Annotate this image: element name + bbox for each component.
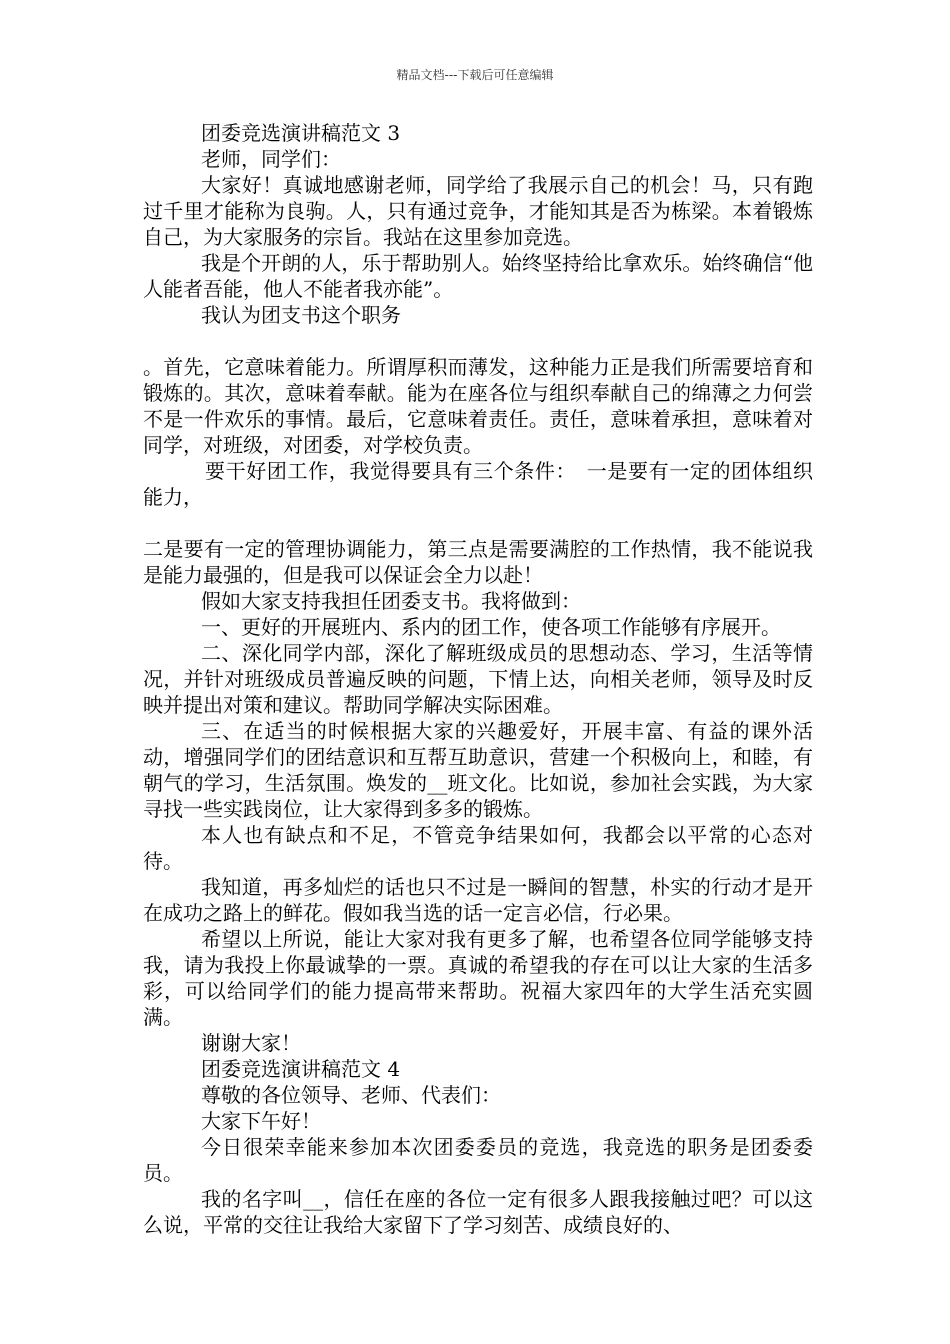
list-item: 一、更好的开展班内、系内的团工作，使各项工作能够有序展开。 [201, 615, 781, 639]
list-item: 二、深化同学内部，深化了解班级成员的思想动态、学习，生活等情况，并针对班级成员普遍反映的问题，下情上达，向相关老师，领导及时反映并提出对策和建议。帮助同学解决实际困难。 [143, 641, 813, 717]
salutation: 老师，同学们： [201, 147, 341, 171]
paragraph: 今日很荣幸能来参加本次团委委员的竞选，我竞选的职务是团委委员。 [143, 1135, 813, 1185]
paragraph: 假如大家支持我担任团委支书。我将做到： [201, 589, 581, 613]
document-body [143, 120, 813, 1238]
paragraph: 要干好团工作，我觉得要具有三个条件： 一是要有一定的团体组织能力， [143, 459, 813, 509]
section-title: 团委竞选演讲稿范文 4 [201, 1057, 401, 1081]
paragraph: 我的名字叫__，信任在座的各位一定有很多人跟我接触过吧？可以这么说，平常的交往让我给大家留下了学习刻苦、成绩良好的、 [143, 1187, 813, 1237]
paragraph: 希望以上所说，能让大家对我有更多了解，也希望各位同学能够支持我，请为我投上你最诚挚的一票。真诚的希望我的存在可以让大家的生活多彩，可以给同学们的能力提高带来帮助。祝福大家四年的大学生活充实圆满。 [143, 927, 813, 1029]
paragraph: 我知道，再多灿烂的话也只不过是一瞬间的智慧，朴实的行动才是开在成功之路上的鲜花。假如我当选的话一定言必信，行必果。 [143, 875, 813, 925]
greeting: 大家下午好！ [201, 1109, 321, 1133]
paragraph: 我是个开朗的人，乐于帮助别人。始终坚持给比拿欢乐。始终确信“他人能者吾能，他人不能者我亦能”。 [143, 251, 813, 301]
list-item: 三、在适当的时候根据大家的兴趣爱好，开展丰富、有益的课外活动，增强同学们的团结意识和互帮互助意识，营建一个积极向上，和睦，有朝气的学习，生活氛围。焕发的__班文化。比如说，参加社会实践，为大家寻找一些实践岗位，让大家得到多多的锻炼。 [143, 719, 813, 821]
paragraph: 大家好！真诚地感谢老师，同学给了我展示自己的机会！马，只有跑过千里才能称为良驹。人，只有通过竞争，才能知其是否为栋梁。本着锻炼自己，为大家服务的宗旨。我站在这里参加竞选。 [143, 173, 813, 249]
section-title: 团委竞选演讲稿范文 3 [201, 121, 401, 145]
closing: 谢谢大家！ [201, 1031, 301, 1055]
salutation: 尊敬的各位领导、老师、代表们： [201, 1083, 501, 1107]
paragraph: 我认为团支书这个职务 [201, 303, 401, 327]
paragraph: 。首先，它意味着能力。所谓厚积而薄发，这种能力正是我们所需要培育和锻炼的。其次，意味着奉献。能为在座各位与组织奉献自己的绵薄之力何尝不是一件欢乐的事情。最后，它意味着责任。责任，意味着承担，意味着对同学，对班级，对团委，对学校负责。 [143, 355, 813, 457]
page-header: 精品文档---下载后可任意编辑 [396, 68, 554, 82]
paragraph: 本人也有缺点和不足，不管竞争结果如何，我都会以平常的心态对待。 [143, 823, 813, 873]
paragraph: 二是要有一定的管理协调能力，第三点是需要满腔的工作热情，我不能说我是能力最强的，但是我可以保证会全力以赴！ [143, 537, 813, 587]
